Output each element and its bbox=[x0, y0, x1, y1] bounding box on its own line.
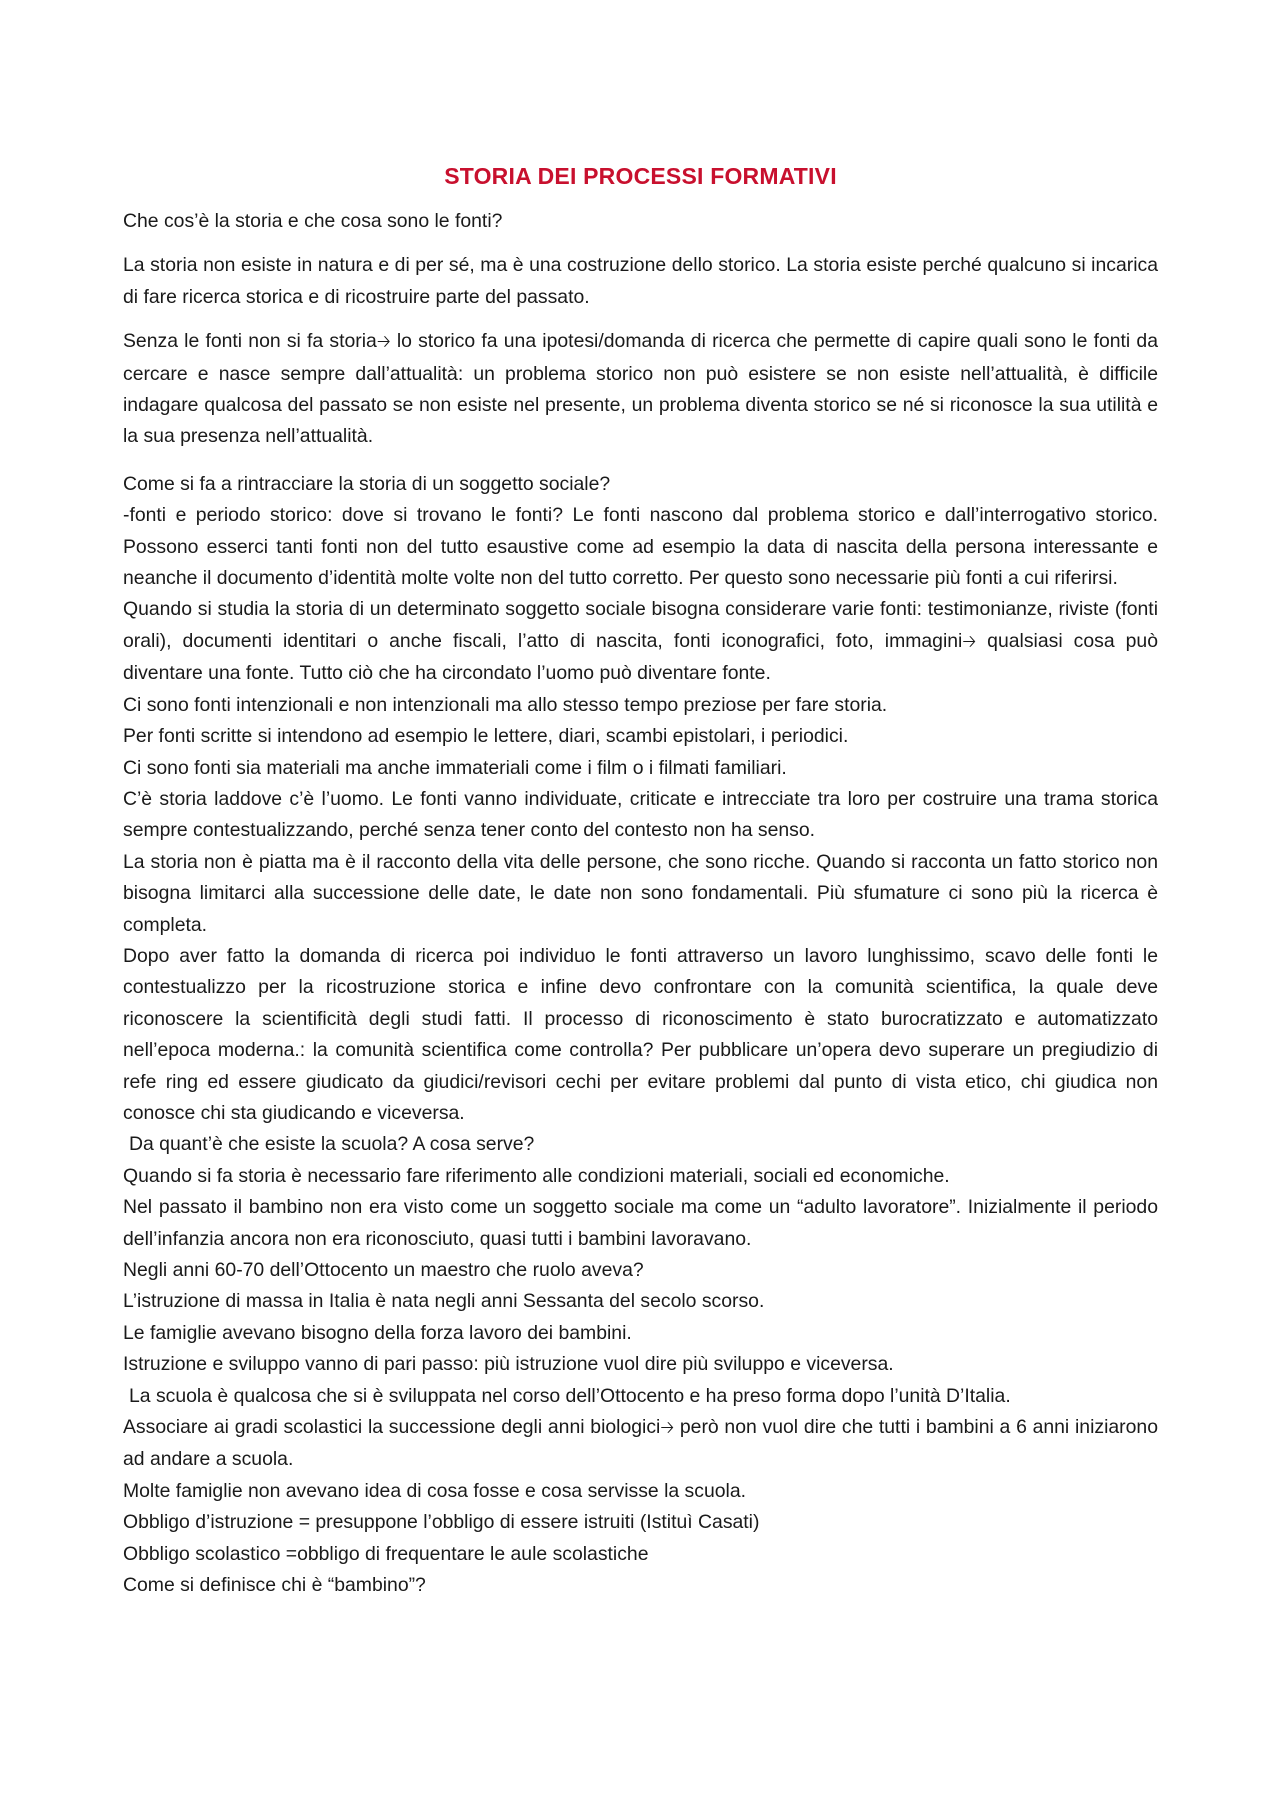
text-segment: Senza le fonti non si fa storia bbox=[123, 330, 377, 353]
paragraph-conditions: Quando si fa storia è necessario fare riferimento alle condizioni materiali, sociali ed economiche. bbox=[123, 1164, 950, 1187]
arrow-right-icon: 🡢 bbox=[376, 332, 391, 353]
paragraph-intentional-sources: Ci sono fonti intenzionali e non intenzionali ma allo stesso tempo preziose per fare storia. bbox=[123, 693, 888, 716]
paragraph-various-sources bbox=[123, 594, 1158, 689]
text-segment: Associare ai gradi scolastici la successione degli anni biologici bbox=[123, 1416, 661, 1439]
arrow-right-icon: 🡢 bbox=[962, 631, 977, 652]
paragraph-education-development: Istruzione e sviluppo vanno di pari passo: più istruzione vuol dire più sviluppo e viceversa. bbox=[123, 1353, 894, 1376]
paragraph-school-grades bbox=[123, 1412, 1158, 1476]
paragraph-question-school: Da quant’è che esiste la scuola? A cosa serve? bbox=[129, 1133, 535, 1156]
paragraph-question-history: Che cos’è la storia e che cosa sono le fonti? bbox=[123, 210, 503, 232]
paragraph-research-process: Dopo aver fatto la domanda di ricerca poi individuo le fonti attraverso un lavoro lunghissimo, scavo delle fonti le contestualizzo per la ricostruzione storica e infine devo confrontare con la comunità scientifica, la quale deve riconoscere la scientificità degli studi fatti. Il processo di riconoscimento è stato burocratizzato e automatizzato nell’epoca moderna.: la comunità scientifica come controlla? Per pubblicare un’opera devo superare un pregiudizio di refe ring ed essere giudicato da giudici/revisori cechi per evitare problemi dal punto di vista etico, chi giudica non conosce chi sta giudicando e viceversa. bbox=[123, 944, 1158, 1124]
paragraph-sources bbox=[123, 326, 1158, 453]
paragraph-mass-education: L’istruzione di massa in Italia è nata negli anni Sessanta del secolo scorso. bbox=[123, 1290, 765, 1313]
paragraph-child-past: Nel passato il bambino non era visto come un soggetto sociale ma come un “adulto lavoratore”. Inizialmente il periodo dell’infanzia ancora non era riconosciuto, quasi tutti i bambini lavoravano. bbox=[123, 1196, 1158, 1250]
paragraph-school-obligation: Obbligo scolastico =obbligo di frequentare le aule scolastiche bbox=[123, 1542, 649, 1565]
arrow-right-icon: 🡢 bbox=[660, 1418, 675, 1439]
text-segment: Quando si studia la storia di un determinato soggetto sociale bisogna considerare varie fonti: testimonianze, riviste (fonti orali), documenti identitari o anche fiscali, l’atto di nascita, fonti iconografici, foto, immagini bbox=[123, 598, 1158, 652]
paragraph-history-not-flat: La storia non è piatta ma è il racconto della vita delle persone, che sono ricche. Quando si racconta un fatto storico non bisogna limitarci alla successione delle date, le date non sono fondamentali. Più sfumature ci sono più la ricerca è completa. bbox=[123, 850, 1158, 936]
paragraph-history-definition: La storia non esiste in natura e di per sé, ma è una costruzione dello storico. La storia esiste perché qualcuno si incarica di fare ricerca storica e di ricostruire parte del passato. bbox=[123, 254, 1158, 308]
paragraph-material-sources: Ci sono fonti sia materiali ma anche immateriali come i film o i filmati familiari. bbox=[123, 756, 787, 779]
paragraph-education-obligation: Obbligo d’istruzione = presuppone l’obbligo di essere istruiti (Istituì Casati) bbox=[123, 1511, 760, 1534]
document-title: STORIA DEI PROCESSI FORMATIVI bbox=[444, 163, 837, 189]
paragraph-question-teacher: Negli anni 60-70 dell’Ottocento un maestro che ruolo aveva? bbox=[123, 1259, 644, 1281]
paragraph-sources-period: -fonti e periodo storico: dove si trovano le fonti? Le fonti nascono dal problema storico e dall’interrogativo storico. Possono esserci tanti fonti non del tutto esaustive come ad esempio la data di nascita della persona interessante e neanche il documento d’identità molte volte non del tutto corretto. Per questo sono necessarie più fonti a cui riferirsi. bbox=[123, 504, 1158, 590]
text-segment: però non vuol dire che tutti i bambini a 6 anni iniziarono ad andare a scuola. bbox=[123, 1416, 1158, 1471]
paragraph-school-ottocento: La scuola è qualcosa che si è sviluppata nel corso dell’Ottocento e ha preso forma dopo l’unità D’Italia. bbox=[129, 1384, 1011, 1407]
paragraph-question-child: Come si definisce chi è “bambino”? bbox=[123, 1574, 426, 1597]
text-segment: lo storico fa una ipotesi/domanda di ricerca che permette di capire quali sono le fonti da cercare e nasce sempre dall’attualità: un problema storico non può esistere se non esiste nell’attualità, è difficile indagare qualcosa del passato se non esiste nel presente, un problema diventa storico se né si riconosce la sua utilità e la sua presenza nell’attualità. bbox=[123, 330, 1159, 448]
text-segment: qualsiasi cosa può diventare una fonte. Tutto ciò che ha circondato l’uomo può diventare fonte. bbox=[123, 629, 1158, 685]
paragraph-families-idea: Molte famiglie non avevano idea di cosa fosse e cosa servisse la scuola. bbox=[123, 1479, 746, 1502]
paragraph-written-sources: Per fonti scritte si intendono ad esempio le lettere, diari, scambi epistolari, i periodici. bbox=[123, 725, 849, 748]
paragraph-families-work: Le famiglie avevano bisogno della forza lavoro dei bambini. bbox=[123, 1321, 632, 1344]
paragraph-question-social-subject: Come si fa a rintracciare la storia di un soggetto sociale? bbox=[123, 472, 611, 495]
paragraph-history-man: C’è storia laddove c’è l’uomo. Le fonti vanno individuate, criticate e intrecciate tra loro per costruire una trama storica sempre contestualizzando, perché senza tener conto del contesto non ha senso. bbox=[123, 787, 1158, 842]
